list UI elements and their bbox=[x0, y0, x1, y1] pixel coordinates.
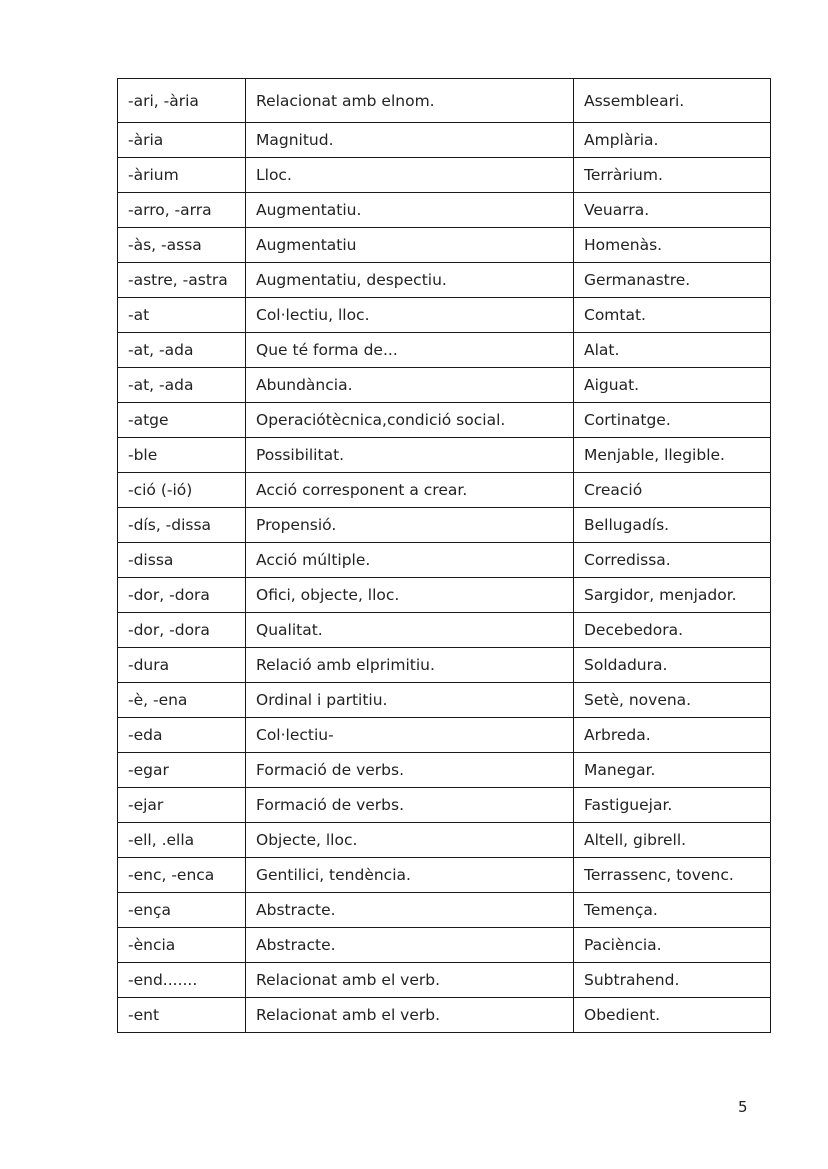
meaning-cell: Augmentatiu. bbox=[246, 193, 574, 228]
table-row bbox=[118, 683, 771, 718]
table-row bbox=[118, 543, 771, 578]
table-row bbox=[118, 578, 771, 613]
meaning-cell: Propensió. bbox=[246, 508, 574, 543]
table-row bbox=[118, 858, 771, 893]
example-cell: Aiguat. bbox=[574, 368, 771, 403]
page-number: 5 bbox=[738, 1098, 748, 1116]
suffix-table-body bbox=[118, 79, 771, 1033]
suffix-cell: -atge bbox=[118, 403, 246, 438]
suffix-cell: -eda bbox=[118, 718, 246, 753]
suffix-cell: -ejar bbox=[118, 788, 246, 823]
suffix-cell: -dor, -dora bbox=[118, 613, 246, 648]
suffix-cell: -dissa bbox=[118, 543, 246, 578]
example-cell: Terràrium. bbox=[574, 158, 771, 193]
example-cell: Arbreda. bbox=[574, 718, 771, 753]
example-cell: Setè, novena. bbox=[574, 683, 771, 718]
meaning-cell: Relació amb elprimitiu. bbox=[246, 648, 574, 683]
meaning-cell: Acció múltiple. bbox=[246, 543, 574, 578]
example-cell: Paciència. bbox=[574, 928, 771, 963]
table-row bbox=[118, 228, 771, 263]
meaning-cell: Qualitat. bbox=[246, 613, 574, 648]
meaning-cell: Formació de verbs. bbox=[246, 753, 574, 788]
meaning-cell: Col·lectiu, lloc. bbox=[246, 298, 574, 333]
suffix-cell: -è, -ena bbox=[118, 683, 246, 718]
meaning-cell: Abstracte. bbox=[246, 893, 574, 928]
table-row bbox=[118, 823, 771, 858]
table-row bbox=[118, 403, 771, 438]
table-row bbox=[118, 788, 771, 823]
meaning-cell: Operaciótècnica,condició social. bbox=[246, 403, 574, 438]
table-row bbox=[118, 263, 771, 298]
table-row bbox=[118, 473, 771, 508]
suffix-cell: -ària bbox=[118, 123, 246, 158]
example-cell: Terrassenc, tovenc. bbox=[574, 858, 771, 893]
meaning-cell: Abstracte. bbox=[246, 928, 574, 963]
meaning-cell: Acció corresponent a crear. bbox=[246, 473, 574, 508]
meaning-cell: Que té forma de... bbox=[246, 333, 574, 368]
table-row bbox=[118, 963, 771, 998]
suffix-cell: -às, -assa bbox=[118, 228, 246, 263]
suffix-table bbox=[117, 78, 771, 1033]
meaning-cell: Possibilitat. bbox=[246, 438, 574, 473]
example-cell: Amplària. bbox=[574, 123, 771, 158]
suffix-cell: -dís, -dissa bbox=[118, 508, 246, 543]
suffix-cell: -astre, -astra bbox=[118, 263, 246, 298]
suffix-cell: -dor, -dora bbox=[118, 578, 246, 613]
suffix-cell: -ell, .ella bbox=[118, 823, 246, 858]
example-cell: Cortinatge. bbox=[574, 403, 771, 438]
meaning-cell: Relacionat amb elnom. bbox=[246, 79, 574, 123]
example-cell: Bellugadís. bbox=[574, 508, 771, 543]
meaning-cell: Relacionat amb el verb. bbox=[246, 998, 574, 1033]
suffix-cell: -end....... bbox=[118, 963, 246, 998]
suffix-cell: -ència bbox=[118, 928, 246, 963]
example-cell: Germanastre. bbox=[574, 263, 771, 298]
table-row bbox=[118, 158, 771, 193]
example-cell: Temença. bbox=[574, 893, 771, 928]
example-cell: Alat. bbox=[574, 333, 771, 368]
suffix-cell: -at, -ada bbox=[118, 368, 246, 403]
example-cell: Fastiguejar. bbox=[574, 788, 771, 823]
table-row bbox=[118, 648, 771, 683]
example-cell: Creació bbox=[574, 473, 771, 508]
suffix-cell: -arro, -arra bbox=[118, 193, 246, 228]
table-row bbox=[118, 298, 771, 333]
table-row bbox=[118, 123, 771, 158]
example-cell: Homenàs. bbox=[574, 228, 771, 263]
suffix-cell: -ent bbox=[118, 998, 246, 1033]
example-cell: Altell, gibrell. bbox=[574, 823, 771, 858]
meaning-cell: Objecte, lloc. bbox=[246, 823, 574, 858]
suffix-cell: -at, -ada bbox=[118, 333, 246, 368]
meaning-cell: Formació de verbs. bbox=[246, 788, 574, 823]
meaning-cell: Abundància. bbox=[246, 368, 574, 403]
meaning-cell: Lloc. bbox=[246, 158, 574, 193]
table-row bbox=[118, 508, 771, 543]
table-row bbox=[118, 438, 771, 473]
meaning-cell: Col·lectiu- bbox=[246, 718, 574, 753]
example-cell: Obedient. bbox=[574, 998, 771, 1033]
table-row bbox=[118, 613, 771, 648]
example-cell: Subtrahend. bbox=[574, 963, 771, 998]
table-row bbox=[118, 928, 771, 963]
example-cell: Assembleari. bbox=[574, 79, 771, 123]
suffix-cell: -dura bbox=[118, 648, 246, 683]
suffix-cell: -ari, -ària bbox=[118, 79, 246, 123]
meaning-cell: Augmentatiu, despectiu. bbox=[246, 263, 574, 298]
table-row bbox=[118, 753, 771, 788]
table-row bbox=[118, 368, 771, 403]
meaning-cell: Ordinal i partitiu. bbox=[246, 683, 574, 718]
table-row bbox=[118, 193, 771, 228]
meaning-cell: Ofici, objecte, lloc. bbox=[246, 578, 574, 613]
example-cell: Manegar. bbox=[574, 753, 771, 788]
suffix-cell: -ció (-ió) bbox=[118, 473, 246, 508]
suffix-cell: -ença bbox=[118, 893, 246, 928]
suffix-cell: -at bbox=[118, 298, 246, 333]
example-cell: Comtat. bbox=[574, 298, 771, 333]
suffix-cell: -egar bbox=[118, 753, 246, 788]
example-cell: Soldadura. bbox=[574, 648, 771, 683]
table-row bbox=[118, 893, 771, 928]
table-row bbox=[118, 998, 771, 1033]
suffix-cell: -ble bbox=[118, 438, 246, 473]
example-cell: Corredissa. bbox=[574, 543, 771, 578]
example-cell: Veuarra. bbox=[574, 193, 771, 228]
meaning-cell: Relacionat amb el verb. bbox=[246, 963, 574, 998]
suffix-cell: -àrium bbox=[118, 158, 246, 193]
table-row bbox=[118, 333, 771, 368]
meaning-cell: Magnitud. bbox=[246, 123, 574, 158]
table-row bbox=[118, 718, 771, 753]
example-cell: Menjable, llegible. bbox=[574, 438, 771, 473]
table-row bbox=[118, 79, 771, 123]
meaning-cell: Augmentatiu bbox=[246, 228, 574, 263]
example-cell: Decebedora. bbox=[574, 613, 771, 648]
suffix-cell: -enc, -enca bbox=[118, 858, 246, 893]
example-cell: Sargidor, menjador. bbox=[574, 578, 771, 613]
meaning-cell: Gentilici, tendència. bbox=[246, 858, 574, 893]
